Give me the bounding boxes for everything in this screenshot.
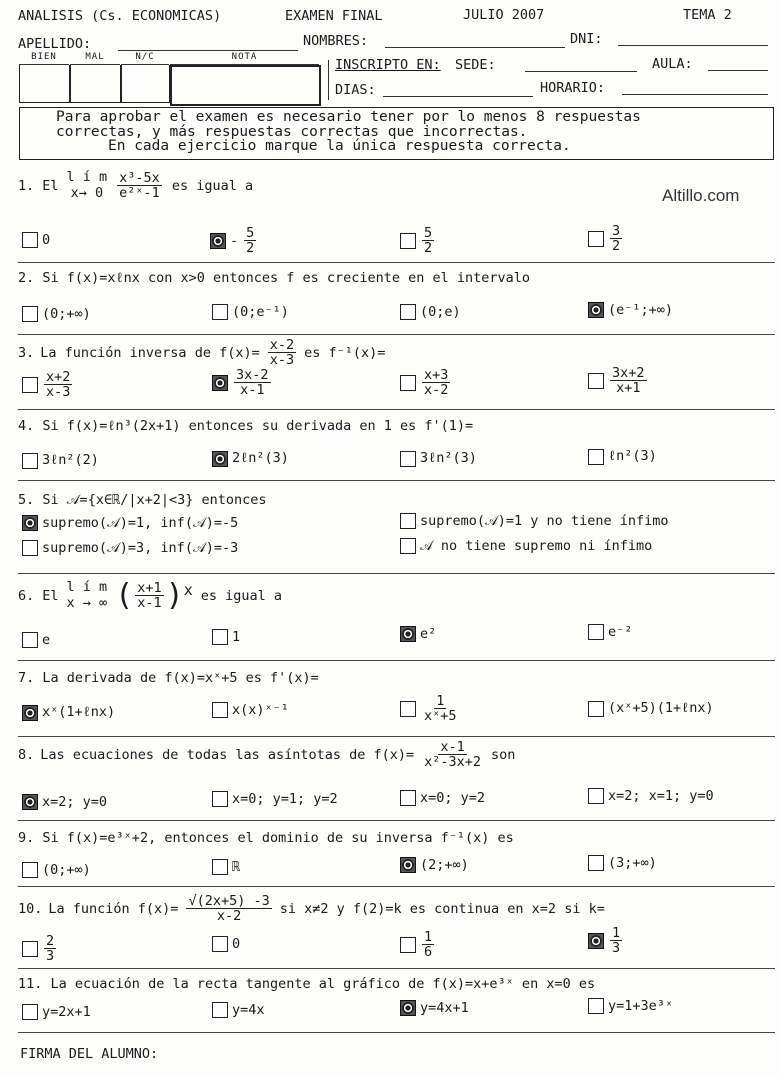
numerator: 3 (612, 223, 621, 239)
option-label: (e⁻¹;+∞) (608, 302, 674, 318)
checkbox[interactable] (212, 629, 228, 645)
option-label: supremo(𝒜)=3, inf(𝒜)=-3 (42, 540, 239, 556)
q7-option-b[interactable] (212, 702, 289, 718)
denominator: x+1 (616, 380, 641, 397)
sede-label: SEDE: (455, 57, 496, 73)
aula-field[interactable] (708, 70, 768, 71)
question-number: 10. (18, 900, 43, 917)
option-label: 𝒜 no tiene supremo ni ínfimo (420, 538, 653, 554)
checkbox[interactable] (588, 449, 604, 465)
grid-header-nc: N/C (121, 52, 169, 65)
fraction (44, 934, 56, 963)
numerator: x-1 (440, 739, 465, 755)
q11-option-b[interactable] (212, 1002, 265, 1018)
checkbox[interactable] (400, 233, 416, 249)
dias-field[interactable] (383, 96, 533, 97)
question-text: Si f(x)=xℓnx con x>0 entonces f es creciente en el intervalo (42, 270, 531, 286)
checkbox[interactable] (400, 857, 416, 873)
q11-option-a[interactable] (22, 1004, 91, 1020)
denominator: x-1 (240, 382, 265, 399)
checkbox[interactable] (212, 936, 228, 952)
denominator: e²ˣ-1 (119, 185, 160, 202)
grid-cell-bien[interactable] (19, 65, 70, 103)
divider (18, 262, 775, 263)
checkbox[interactable] (22, 232, 38, 248)
question-text: Si 𝒜={x∈ℝ/|x+2|<3} entonces (42, 492, 267, 508)
option-label: e (42, 632, 51, 648)
fraction (186, 894, 271, 923)
q6-option-b[interactable] (212, 629, 240, 645)
q4-option-a[interactable] (22, 452, 99, 469)
fraction (610, 366, 647, 395)
checkbox[interactable] (22, 705, 38, 721)
divider (18, 886, 775, 887)
option-label: (0;+∞) (42, 306, 91, 322)
option-label: y=2x+1 (42, 1004, 91, 1020)
numerator: x³-5x (119, 169, 160, 186)
fraction (422, 694, 459, 723)
q3-option-a[interactable] (22, 370, 74, 399)
checkbox[interactable] (22, 453, 38, 469)
q2-option-d[interactable] (588, 302, 673, 318)
question-number: 4. (18, 418, 35, 434)
checkbox[interactable] (22, 377, 38, 393)
checkbox[interactable] (400, 937, 416, 953)
question-10 (18, 894, 605, 923)
divider (18, 1032, 775, 1033)
option-label: y=1+3e³ˣ (608, 998, 674, 1014)
question-text: Las ecuaciones de todas las asíntotas de f(x)= (40, 746, 415, 763)
nombres-field[interactable] (385, 47, 565, 48)
q10-option-d[interactable] (588, 926, 624, 955)
question-5 (18, 492, 267, 508)
checkbox[interactable] (22, 794, 38, 810)
checkbox[interactable] (22, 306, 38, 322)
question-9 (18, 830, 514, 846)
horario-label: HORARIO: (540, 80, 606, 96)
question-text: La ecuación de la recta tangente al gráfico de f(x)=x+e³ˣ en x=0 es (50, 976, 596, 992)
checkbox[interactable] (400, 451, 416, 467)
divider (18, 480, 775, 481)
dni-label: DNI: (570, 31, 603, 47)
checkbox[interactable] (588, 373, 604, 389)
question-text: es f⁻¹(x)= (304, 344, 386, 361)
grid-header-bien: BIEN (19, 52, 69, 65)
option-label: ℝ (232, 859, 241, 875)
grid-cell-nota[interactable] (170, 65, 321, 106)
grid-header-nota: NOTA (170, 52, 319, 65)
denominator: 6 (424, 944, 433, 961)
divider (18, 660, 775, 661)
instruction-line-3: En cada ejercicio marque la única respuesta correcta. (108, 138, 571, 154)
exam-title: EXAMEN FINAL (285, 8, 383, 24)
option-label: 3ℓn²(3) (420, 450, 477, 466)
checkbox[interactable] (212, 375, 228, 391)
q3-option-d[interactable] (588, 366, 649, 395)
q7-option-d[interactable] (588, 700, 714, 717)
limit-word: l í m (66, 169, 108, 185)
fraction (610, 926, 622, 955)
exam-tema: TEMA 2 (683, 7, 732, 23)
fraction (422, 368, 450, 397)
q10-option-b[interactable] (212, 936, 240, 952)
question-number: 5. (18, 492, 35, 508)
q1-option-a[interactable] (22, 232, 50, 248)
q2-option-b[interactable] (212, 304, 289, 320)
denominator: 2 (612, 238, 621, 255)
divider (18, 573, 775, 574)
option-label: 2ℓn²(3) (232, 450, 289, 466)
dias-label: DIAS: (335, 82, 376, 98)
option-label: x=2; y=0 (42, 794, 108, 810)
q6-option-c[interactable] (400, 626, 436, 642)
option-label: (xˣ+5)(1+ℓnx) (608, 700, 714, 716)
fraction (422, 740, 483, 769)
signature-label: FIRMA DEL ALUMNO: (20, 1046, 159, 1062)
denominator: x-3 (46, 384, 71, 401)
numerator: 1 (424, 929, 433, 945)
checkbox[interactable] (588, 701, 604, 717)
q1-option-c[interactable] (400, 226, 436, 255)
separator-line (328, 60, 329, 100)
option-label: 0 (232, 936, 241, 952)
checkbox[interactable] (22, 862, 38, 878)
question-text: La función inversa de f(x)= (40, 344, 260, 361)
checkbox[interactable] (212, 859, 228, 875)
question-4 (18, 418, 473, 435)
question-7 (18, 670, 319, 686)
denominator: 2 (424, 240, 433, 257)
question-3 (18, 338, 385, 367)
aula-label: AULA: (652, 56, 693, 72)
question-text: es igual a (200, 587, 282, 604)
numerator: 2 (46, 933, 55, 949)
numerator: 3x+2 (612, 365, 645, 381)
checkbox[interactable] (212, 791, 228, 807)
question-number: 8. (18, 746, 35, 763)
checkbox[interactable] (22, 632, 38, 648)
q8-option-c[interactable] (400, 790, 485, 806)
denominator: x-2 (424, 382, 449, 399)
q1-option-d[interactable] (588, 224, 624, 253)
sede-field[interactable] (525, 71, 637, 72)
nombres-label: NOMBRES: (303, 33, 369, 49)
exponent: x (183, 580, 193, 599)
numerator: x-2 (269, 337, 295, 353)
q10-option-c[interactable] (400, 930, 436, 959)
checkbox[interactable] (588, 624, 604, 640)
numerator: 3x-2 (236, 367, 269, 383)
divider (18, 409, 775, 410)
q6-option-d[interactable] (588, 624, 632, 640)
q9-option-c[interactable] (400, 857, 469, 873)
option-label: y=4x (232, 1002, 265, 1018)
denominator: x²-3x+2 (424, 754, 482, 771)
watermark: Altillo.com (662, 186, 740, 205)
q8-option-d[interactable] (588, 788, 714, 804)
checkbox[interactable] (588, 231, 604, 247)
course-title: ANALISIS (Cs. ECONOMICAS) (18, 8, 222, 24)
grade-grid (19, 52, 319, 104)
limit-sub: x→ 0 (70, 184, 104, 201)
grid-cell-mal[interactable] (70, 65, 121, 103)
q11-option-c[interactable] (400, 1000, 469, 1016)
question-text: Si f(x)=ℓn³(2x+1) entonces su derivada en 1 es f'(1)= (42, 418, 474, 434)
fraction (117, 171, 162, 200)
checkbox[interactable] (22, 1004, 38, 1020)
checkbox[interactable] (212, 702, 228, 718)
option-label: 0 (42, 232, 51, 248)
option-label: e² (420, 626, 437, 642)
option-sign: - (230, 232, 239, 249)
checkbox[interactable] (400, 513, 416, 529)
grid-header-mal: MAL (70, 52, 120, 65)
divider (18, 736, 775, 737)
limit (67, 170, 108, 201)
q7-option-a[interactable] (22, 704, 115, 721)
option-label: (2;+∞) (420, 857, 469, 873)
q5-option-a[interactable] (22, 515, 238, 531)
option-label: (0;+∞) (42, 862, 91, 878)
numerator: x+2 (46, 369, 71, 385)
option-label: (3;+∞) (608, 855, 657, 871)
question-number: 9. (18, 830, 35, 846)
checkbox[interactable] (212, 451, 228, 467)
question-text: son (491, 746, 516, 763)
denominator: xˣ+5 (424, 708, 457, 725)
numerator: 5 (424, 225, 433, 241)
option-label: 3ℓn²(2) (42, 452, 99, 468)
grid-cell-nc[interactable] (121, 65, 170, 103)
checkbox[interactable] (22, 540, 38, 556)
dni-field[interactable] (618, 45, 768, 46)
checkbox[interactable] (22, 515, 38, 531)
checkbox[interactable] (400, 538, 416, 554)
checkbox[interactable] (22, 941, 38, 957)
checkbox[interactable] (400, 1000, 416, 1016)
divider (18, 334, 775, 335)
q5-option-b[interactable] (400, 513, 668, 529)
checkbox[interactable] (400, 375, 416, 391)
option-label: supremo(𝒜)=1, inf(𝒜)=-5 (42, 515, 239, 531)
denominator: 3 (46, 948, 55, 965)
paren-expression: ( $\frac{x+1}{x-1}$ ) x (115, 577, 193, 613)
question-number: 6. (18, 587, 35, 604)
exam-date: JULIO 2007 (463, 7, 545, 23)
q4-option-c[interactable] (400, 450, 477, 467)
q3-option-c[interactable] (400, 368, 452, 397)
q2-option-c[interactable] (400, 304, 461, 320)
numerator: 1 (612, 925, 621, 941)
inscripto-label: INSCRIPTO EN: (335, 57, 441, 73)
option-label: e⁻² (608, 624, 633, 640)
q4-option-b[interactable] (212, 450, 289, 467)
option-label: ℓn²(3) (608, 448, 657, 464)
numerator: x+1 (137, 579, 162, 596)
limit-word: l í m (66, 579, 108, 595)
option-label: x=0; y=2 (420, 790, 486, 806)
q7-option-c[interactable] (400, 694, 461, 723)
option-label: x=0; y=1; y=2 (232, 791, 338, 807)
question-text: El (42, 587, 59, 604)
question-number: 1. (18, 177, 35, 194)
instructions-box (19, 107, 774, 160)
fraction (44, 370, 72, 399)
denominator: x-3 (269, 352, 295, 369)
question-text: es igual a (171, 177, 254, 194)
q9-option-d[interactable] (588, 855, 657, 871)
checkbox[interactable] (588, 788, 604, 804)
q6-option-a[interactable] (22, 632, 50, 648)
checkbox[interactable] (400, 701, 416, 717)
checkbox[interactable] (588, 998, 604, 1014)
option-label: y=4x+1 (420, 1000, 469, 1016)
fraction (610, 224, 622, 253)
divider (18, 820, 775, 821)
checkbox[interactable] (210, 233, 226, 249)
denominator: x-2 (216, 908, 242, 925)
checkbox[interactable] (588, 933, 604, 949)
fraction (268, 338, 296, 367)
q2-option-a[interactable] (22, 306, 91, 322)
numerator: √(2x+5) -3 (188, 893, 270, 909)
q8-option-a[interactable] (22, 794, 107, 810)
q3-option-b[interactable] (212, 368, 273, 397)
option-label: x(x)ˣ⁻¹ (232, 702, 289, 718)
numerator: 1 (436, 693, 445, 709)
question-text: si x≠2 y f(2)=k es continua en x=2 si k= (279, 900, 605, 917)
q8-option-b[interactable] (212, 791, 338, 807)
fraction (234, 368, 271, 397)
divider (18, 968, 775, 969)
checkbox[interactable] (400, 790, 416, 806)
numerator: x+3 (424, 367, 449, 383)
denominator: x-1 (137, 595, 162, 612)
question-11 (18, 976, 595, 992)
fraction (422, 930, 434, 959)
option-label: supremo(𝒜)=1 y no tiene ínfimo (420, 513, 669, 529)
checkbox[interactable] (588, 302, 604, 318)
horario-field[interactable] (622, 94, 768, 95)
question-6 (18, 577, 282, 613)
checkbox[interactable] (212, 304, 228, 320)
question-8 (18, 740, 515, 769)
q4-option-d[interactable] (588, 448, 657, 465)
q1-option-b[interactable] (210, 226, 258, 255)
q5-option-c[interactable] (22, 540, 238, 556)
question-2 (18, 270, 530, 287)
numerator: 5 (246, 225, 255, 241)
question-number: 3. (18, 344, 35, 361)
option-label: 1 (232, 629, 241, 645)
question-text: Si f(x)=e³ˣ+2, entonces el dominio de su inversa f⁻¹(x) es (42, 830, 514, 846)
question-number: 11. (18, 976, 43, 992)
question-1 (18, 170, 253, 201)
fraction (244, 226, 256, 255)
q9-option-a[interactable] (22, 862, 91, 878)
q9-option-b[interactable] (212, 859, 240, 875)
question-text: La función f(x)= (48, 900, 179, 917)
fraction (135, 581, 163, 610)
option-label: x=2; x=1; y=0 (608, 788, 714, 804)
limit (67, 580, 108, 611)
q10-option-a[interactable] (22, 934, 58, 963)
question-text: La derivada de f(x)=xˣ+5 es f'(x)= (42, 670, 319, 686)
checkbox[interactable] (588, 855, 604, 871)
question-number: 7. (18, 670, 35, 686)
checkbox[interactable] (212, 1002, 228, 1018)
question-number: 2. (18, 270, 35, 286)
option-label: xˣ(1+ℓnx) (42, 704, 116, 720)
checkbox[interactable] (400, 304, 416, 320)
instruction-line-1: Para aprobar el examen es necesario tener por lo menos 8 respuestas (56, 109, 641, 125)
apellido-label: APELLIDO: (18, 36, 92, 52)
option-label: (0;e⁻¹) (232, 304, 289, 320)
denominator: 2 (246, 240, 255, 257)
q11-option-d[interactable] (588, 998, 673, 1014)
question-text: El (42, 177, 59, 194)
instruction-line-2: correctas, y más respuestas correctas que incorrectas. (56, 123, 528, 140)
option-label: (0;e) (420, 304, 461, 320)
q5-option-d[interactable] (400, 538, 652, 554)
fraction (422, 226, 434, 255)
checkbox[interactable] (400, 626, 416, 642)
limit-sub: x → ∞ (66, 594, 108, 611)
denominator: 3 (612, 940, 621, 957)
apellido-field[interactable] (118, 50, 298, 51)
